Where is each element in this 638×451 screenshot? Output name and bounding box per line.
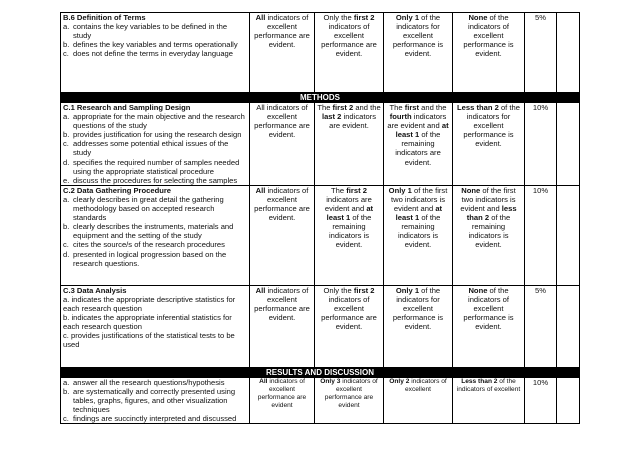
level-emphasis: None	[461, 185, 481, 195]
indicator-item	[63, 49, 247, 58]
level-emphasis: less than 2	[466, 204, 517, 223]
level-text: of the remaining indicators are evident.	[395, 130, 441, 167]
criterion-title: B.6 Definition of Terms	[63, 13, 146, 22]
performance-level-cell	[453, 285, 525, 367]
level-text: indicators of excellent performance are evident.	[321, 22, 377, 59]
indicator-text: discuss the procedures for selecting the samples	[73, 175, 238, 185]
performance-level-cell	[250, 13, 315, 93]
indicator-item	[63, 414, 247, 423]
level-text: Only the	[323, 285, 354, 295]
level-text: of the first two indicators is evident and	[460, 185, 516, 214]
level-text: indicators of excellent performance are evident.	[254, 185, 310, 223]
performance-level-cell	[384, 377, 453, 423]
indicator-text: appropriate for the main objective and the research questions of the study	[73, 112, 245, 131]
level-emphasis: None	[468, 13, 488, 22]
level-text: of the remaining indicators is evident.	[328, 213, 372, 250]
weight-cell: 5%	[525, 13, 557, 93]
indicator-text: clearly describes in great detail the gathering methodology based on accepted research standards	[73, 194, 224, 223]
indicator-item	[63, 40, 247, 49]
criterion-cell	[61, 103, 250, 186]
performance-level-cell	[453, 377, 525, 423]
level-emphasis: All	[255, 13, 266, 22]
criterion-cell	[61, 285, 250, 367]
section-header-label: RESULTS AND DISCUSSION	[61, 367, 580, 377]
performance-level-cell	[315, 377, 384, 423]
level-text: and the	[353, 103, 381, 112]
level-text: The	[389, 103, 405, 112]
level-emphasis: at least 1	[395, 121, 449, 140]
performance-level-cell	[315, 185, 384, 285]
level-emphasis: All	[255, 185, 266, 195]
indicator-list	[63, 112, 247, 185]
indicator-marker: d.	[63, 249, 70, 259]
indicator-marker: c.	[63, 49, 69, 59]
performance-level-cell	[250, 103, 315, 186]
criterion-cell	[61, 377, 250, 423]
level-emphasis: None	[468, 285, 488, 295]
rubric-body	[61, 13, 580, 424]
indicator-marker: c.	[63, 240, 69, 250]
level-text: of the indicators for excellent performance is evident.	[392, 285, 444, 332]
level-text: and the	[419, 103, 447, 112]
criterion-title: C.2 Data Gathering Procedure	[63, 185, 172, 195]
criterion-cell	[61, 13, 250, 93]
indicator-paragraph: a. indicates the appropriate descriptive statistics for each research question	[63, 294, 236, 314]
indicator-paragraph: c. provides justifications of the statistical tests to be used	[63, 331, 235, 350]
indicator-text: addresses some potential ethical issues of the study	[73, 139, 229, 158]
level-emphasis: at least 1	[395, 204, 443, 223]
indicator-marker: a.	[63, 377, 70, 387]
level-text: indicators are evident and	[387, 112, 447, 131]
indicator-text: presented in logical progression based on the research questions.	[73, 249, 227, 268]
weight-cell: 10%	[525, 377, 557, 423]
indicator-item	[63, 387, 247, 414]
indicator-marker: b.	[63, 130, 70, 140]
level-emphasis: first 2	[353, 285, 375, 295]
level-emphasis: Only 1	[395, 285, 420, 295]
indicator-text: defines the key variables and terms operationally	[73, 40, 238, 50]
level-text: The	[331, 185, 347, 195]
performance-level-cell	[453, 185, 525, 285]
performance-level-cell	[384, 285, 453, 367]
indicator-marker: c.	[63, 414, 69, 424]
performance-level-cell	[384, 13, 453, 93]
weight-cell: 5%	[525, 285, 557, 367]
level-text: indicators are evident.	[329, 112, 377, 131]
level-emphasis: Less than 2	[457, 103, 499, 112]
indicator-list	[63, 195, 247, 268]
level-emphasis: Only 2	[389, 377, 410, 385]
indicator-text: answer all the research questions/hypothesis	[73, 377, 225, 387]
performance-level-cell	[315, 13, 384, 93]
indicator-paragraph: b. indicates the appropriate inferential statistics for each research question	[63, 313, 232, 332]
level-emphasis: first 2	[346, 185, 367, 195]
indicator-text: provides justification for using the research design	[73, 130, 242, 140]
section-header-row	[61, 93, 580, 103]
score-cell	[557, 185, 580, 285]
indicator-marker: b.	[63, 222, 70, 232]
level-text: of the remaining indicators is evident.	[468, 213, 511, 250]
level-text: indicators of excellent performance are evident.	[254, 285, 310, 323]
indicator-marker: b.	[63, 386, 70, 396]
level-text: indicators are evident and	[324, 194, 372, 214]
criterion-row	[61, 103, 580, 186]
level-emphasis: Only 3	[320, 377, 341, 385]
indicator-text: specifies the required number of samples needed using the appropriate statistical procedure	[73, 157, 240, 176]
level-text: indicators of excellent performance are evident	[324, 377, 378, 409]
level-emphasis: first 2	[353, 13, 375, 22]
indicator-item	[63, 112, 247, 130]
score-cell	[557, 285, 580, 367]
level-text: of the indicators of excellent	[456, 377, 521, 393]
level-emphasis: All	[259, 377, 268, 385]
score-cell	[557, 377, 580, 423]
performance-level-cell	[315, 285, 384, 367]
level-emphasis: first 2	[332, 103, 354, 112]
indicator-marker: b.	[63, 40, 70, 50]
indicator-text: findings are succinctly interpreted and discussed	[73, 414, 237, 424]
performance-level-cell	[453, 103, 525, 186]
level-emphasis: fourth	[389, 112, 412, 122]
level-text: of the indicators of excellent performance is evident.	[463, 13, 514, 59]
level-text: All indicators of excellent performance are evident.	[254, 103, 310, 140]
performance-level-cell	[384, 103, 453, 186]
indicator-item	[63, 130, 247, 139]
level-text: of the first two indicators is evident and	[390, 185, 448, 214]
indicator-item	[63, 22, 247, 40]
indicator-marker: c.	[63, 139, 69, 149]
score-cell	[557, 103, 580, 186]
indicator-marker: a.	[63, 22, 70, 32]
level-text: indicators of excellent performance are evident.	[254, 13, 310, 50]
level-text: Only the	[323, 13, 354, 22]
indicator-text: contains the key variables to be defined in the study	[73, 22, 228, 41]
indicator-text: are systematically and correctly presented using tables, graphs, figures, and other visualization techniques	[73, 386, 236, 415]
score-cell	[557, 13, 580, 93]
indicator-item	[63, 195, 247, 222]
level-text: of the indicators for excellent performance is evident.	[392, 13, 444, 59]
section-header-label: METHODS	[61, 93, 580, 103]
level-text: of the indicators for excellent performance is evident.	[463, 103, 520, 149]
indicator-text: cites the source/s of the research procedures	[73, 240, 225, 250]
level-emphasis: All	[255, 285, 266, 295]
criterion-row	[61, 285, 580, 367]
level-emphasis: Less than 2	[461, 377, 498, 385]
performance-level-cell	[250, 285, 315, 367]
level-text: indicators of excellent	[404, 377, 447, 393]
performance-level-cell	[453, 13, 525, 93]
level-text: indicators of excellent performance are evident	[257, 377, 307, 409]
indicator-marker: e.	[63, 175, 70, 185]
indicator-marker: a.	[63, 112, 70, 122]
indicator-marker: a.	[63, 194, 70, 204]
performance-level-cell	[384, 185, 453, 285]
criterion-row	[61, 13, 580, 93]
weight-cell: 10%	[525, 103, 557, 186]
level-emphasis: Only 1	[395, 13, 420, 22]
indicator-item	[63, 240, 247, 249]
criterion-cell	[61, 185, 250, 285]
indicator-item	[63, 378, 247, 387]
level-emphasis: at least 1	[326, 204, 374, 223]
indicator-item	[63, 139, 247, 157]
indicator-item	[63, 222, 247, 240]
criterion-title: C.3 Data Analysis	[63, 285, 127, 295]
weight-cell: 10%	[525, 185, 557, 285]
level-text: indicators of excellent performance are evident.	[321, 294, 377, 332]
indicator-item	[63, 250, 247, 268]
level-text: The	[317, 103, 333, 112]
criterion-title: C.1 Research and Sampling Design	[63, 103, 191, 112]
indicator-list	[63, 378, 247, 423]
indicator-marker: d.	[63, 157, 70, 167]
rubric-table	[60, 12, 580, 424]
performance-level-cell	[250, 377, 315, 423]
level-emphasis: first	[404, 103, 420, 112]
indicator-list	[63, 22, 247, 58]
level-emphasis: last 2	[321, 112, 342, 122]
indicator-text: clearly describes the instruments, materials and equipment and the setting of the study	[73, 222, 234, 241]
criterion-row	[61, 377, 580, 423]
performance-level-cell	[250, 185, 315, 285]
indicator-item	[63, 158, 247, 176]
criterion-row	[61, 185, 580, 285]
level-text: of the remaining indicators is evident.	[397, 213, 441, 250]
indicator-item	[63, 176, 247, 185]
level-emphasis: Only 1	[388, 185, 412, 195]
indicator-text: does not define the terms in everyday language	[73, 49, 233, 59]
section-header-row	[61, 367, 580, 377]
performance-level-cell	[315, 103, 384, 186]
level-text: of the indicators of excellent performance is evident.	[463, 285, 514, 332]
